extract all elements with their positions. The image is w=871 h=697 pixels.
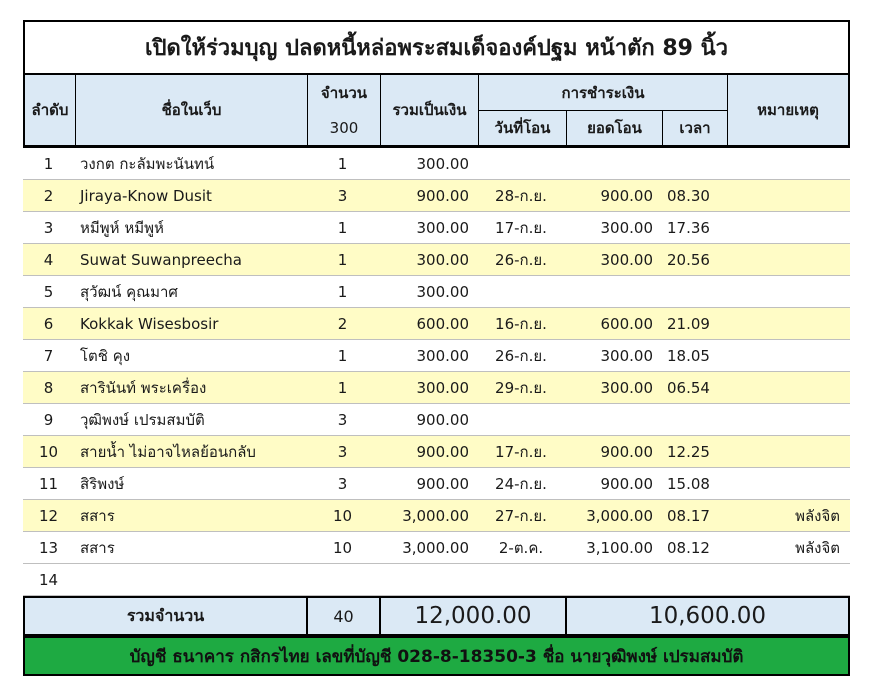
cell-date: 17-ก.ย. — [495, 218, 547, 237]
cell-no: 4 — [43, 250, 54, 269]
table-row — [23, 340, 850, 372]
header-sum: รวมเป็นเงิน — [381, 75, 479, 146]
cell-note — [726, 340, 848, 371]
cell-sum: 300.00 — [416, 378, 469, 397]
header-name: ชื่อในเว็บ — [76, 75, 308, 146]
cell-amount: 900.00 — [600, 474, 653, 493]
cell-date: 17-ก.ย. — [495, 442, 547, 461]
cell-amount — [565, 404, 661, 435]
cell-note — [726, 372, 848, 403]
cell-time — [661, 564, 726, 595]
table-row — [23, 244, 850, 276]
totals-paid: 10,600.00 — [648, 603, 767, 629]
page-title: เปิดให้ร่วมบุญ ปลดหนี้หล่อพระสมเด็จองค์ปฐม หน้าตัก 89 นิ้ว — [23, 20, 850, 75]
totals-qty: 40 — [308, 598, 381, 634]
totals-row — [23, 596, 850, 636]
cell-time: 06.54 — [667, 378, 710, 397]
header-qty: จำนวน — [308, 75, 381, 111]
cell-name: สารินันท์ พระเครื่อง — [80, 378, 207, 397]
cell-sum: 300.00 — [416, 154, 469, 173]
cell-date: 29-ก.ย. — [495, 378, 547, 397]
table-row — [23, 212, 850, 244]
totals-label: รวมจำนวน — [25, 598, 308, 634]
cell-sum: 900.00 — [416, 442, 469, 461]
cell-amount: 600.00 — [600, 314, 653, 333]
cell-qty — [306, 564, 379, 595]
header-time: เวลา — [663, 111, 728, 146]
cell-note — [726, 404, 848, 435]
cell-amount — [565, 276, 661, 307]
cell-sum: 300.00 — [416, 282, 469, 301]
cell-sum: 300.00 — [416, 346, 469, 365]
cell-date: 2-ต.ค. — [498, 538, 544, 557]
cell-qty: 3 — [337, 410, 348, 429]
cell-amount — [565, 148, 661, 179]
table-row — [23, 532, 850, 564]
cell-amount — [565, 564, 661, 595]
cell-no: 8 — [43, 378, 54, 397]
header-no: ลำดับ — [25, 75, 76, 146]
cell-no: 5 — [43, 282, 54, 301]
cell-note: พลังจิต — [795, 506, 840, 525]
cell-date: 24-ก.ย. — [495, 474, 547, 493]
cell-sum: 900.00 — [416, 410, 469, 429]
cell-qty: 1 — [337, 154, 348, 173]
cell-name: Kokkak Wisesbosir — [80, 314, 219, 333]
cell-date — [477, 276, 565, 307]
cell-name — [74, 564, 306, 595]
cell-time: 17.36 — [667, 218, 710, 237]
cell-time: 18.05 — [667, 346, 710, 365]
cell-amount: 3,000.00 — [586, 506, 653, 525]
cell-no: 3 — [43, 218, 54, 237]
cell-qty: 1 — [337, 250, 348, 269]
cell-date — [477, 404, 565, 435]
cell-name: สสาร — [80, 538, 115, 557]
cell-date: 26-ก.ย. — [495, 250, 547, 269]
cell-name: Jiraya-Know Dusit — [80, 186, 212, 205]
cell-sum — [379, 564, 477, 595]
cell-no: 12 — [38, 506, 59, 525]
cell-date: 27-ก.ย. — [495, 506, 547, 525]
table-row — [23, 468, 850, 500]
cell-no: 11 — [38, 474, 59, 493]
cell-sum: 900.00 — [416, 186, 469, 205]
cell-name: สิริพงษ์ — [80, 474, 125, 493]
cell-name: สสาร — [80, 506, 115, 525]
table-row — [23, 276, 850, 308]
table-row — [23, 148, 850, 180]
table-row — [23, 564, 850, 596]
cell-amount: 300.00 — [600, 378, 653, 397]
cell-note: พลังจิต — [795, 538, 840, 557]
cell-name: วงกต กะลัมพะนันทน์ — [80, 154, 215, 173]
cell-time: 08.17 — [667, 506, 710, 525]
bank-account-footer: บัญชี ธนาคาร กสิกรไทย เลขที่บัญชี 028-8-18350-3 ชื่อ นายวุฒิพงษ์ เปรมสมบัติ — [23, 636, 850, 676]
cell-date: 26-ก.ย. — [495, 346, 547, 365]
cell-date — [477, 564, 565, 595]
cell-qty: 2 — [337, 314, 348, 333]
cell-qty: 1 — [337, 218, 348, 237]
cell-qty: 1 — [337, 282, 348, 301]
totals-sum: 12,000.00 — [381, 598, 567, 634]
cell-date: 28-ก.ย. — [495, 186, 547, 205]
cell-note — [726, 564, 848, 595]
header-date: วันที่โอน — [479, 111, 567, 146]
cell-qty: 1 — [337, 346, 348, 365]
cell-sum: 3,000.00 — [402, 538, 469, 557]
cell-amount: 300.00 — [600, 346, 653, 365]
cell-name: โตชิ คุง — [80, 346, 131, 365]
cell-note — [726, 212, 848, 243]
cell-amount: 300.00 — [600, 250, 653, 269]
cell-date — [477, 148, 565, 179]
cell-qty: 3 — [337, 186, 348, 205]
cell-time: 08.12 — [667, 538, 710, 557]
cell-date: 16-ก.ย. — [495, 314, 547, 333]
table-row — [23, 500, 850, 532]
cell-no: 13 — [38, 538, 59, 557]
cell-note — [726, 436, 848, 467]
table-row — [23, 404, 850, 436]
cell-time: 20.56 — [667, 250, 710, 269]
cell-name: หมีพูห์ หมีพูห์ — [80, 218, 164, 237]
cell-note — [726, 276, 848, 307]
cell-note — [726, 244, 848, 275]
cell-qty: 10 — [332, 506, 353, 525]
cell-note — [726, 468, 848, 499]
cell-time — [661, 276, 726, 307]
cell-note — [726, 148, 848, 179]
header-payment: การชำระเงิน — [479, 75, 728, 111]
table-row — [23, 372, 850, 404]
cell-time — [661, 148, 726, 179]
cell-time: 15.08 — [667, 474, 710, 493]
cell-time — [661, 404, 726, 435]
cell-note — [726, 308, 848, 339]
cell-name: สายน้ำ ไม่อาจไหลย้อนกลับ — [80, 442, 256, 461]
cell-no: 7 — [43, 346, 54, 365]
cell-qty: 1 — [337, 378, 348, 397]
cell-name: วุฒิพงษ์ เปรมสมบัติ — [80, 410, 205, 429]
cell-time: 08.30 — [667, 186, 710, 205]
table-header — [23, 75, 850, 148]
table-row — [23, 436, 850, 468]
cell-amount: 300.00 — [600, 218, 653, 237]
cell-sum: 300.00 — [416, 218, 469, 237]
cell-no: 9 — [43, 410, 54, 429]
cell-amount: 3,100.00 — [586, 538, 653, 557]
cell-time: 12.25 — [667, 442, 710, 461]
cell-qty: 3 — [337, 474, 348, 493]
cell-name: สุวัฒน์ คุณมาศ — [80, 282, 178, 301]
cell-sum: 3,000.00 — [402, 506, 469, 525]
table-row — [23, 180, 850, 212]
header-qty-unit: 300 — [308, 111, 381, 146]
cell-amount: 900.00 — [600, 186, 653, 205]
cell-sum: 300.00 — [416, 250, 469, 269]
cell-no: 14 — [38, 570, 59, 589]
cell-name: Suwat Suwanpreecha — [80, 250, 242, 269]
header-note: หมายเหตุ — [728, 75, 848, 146]
cell-amount: 900.00 — [600, 442, 653, 461]
cell-qty: 3 — [337, 442, 348, 461]
cell-time: 21.09 — [667, 314, 710, 333]
cell-qty: 10 — [332, 538, 353, 557]
cell-no: 2 — [43, 186, 54, 205]
cell-no: 10 — [38, 442, 59, 461]
cell-sum: 900.00 — [416, 474, 469, 493]
cell-note — [726, 180, 848, 211]
header-amount: ยอดโอน — [567, 111, 663, 146]
cell-no: 6 — [43, 314, 54, 333]
table-row — [23, 308, 850, 340]
cell-sum: 600.00 — [416, 314, 469, 333]
cell-no: 1 — [43, 154, 54, 173]
